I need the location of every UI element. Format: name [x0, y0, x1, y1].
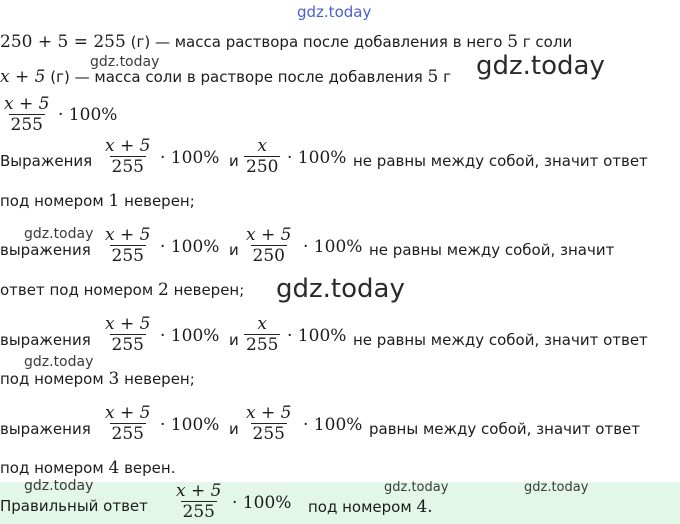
line1-text: — масса раствора после добавления в него	[150, 33, 508, 51]
fraction-numerator: x + 5	[4, 94, 50, 114]
option1-times-1: · 100%	[160, 148, 220, 168]
option4-times-1: · 100%	[160, 415, 220, 435]
option4-lead: выражения	[0, 420, 91, 438]
option1-and: и	[229, 152, 239, 170]
option1-lead: Выражения	[0, 152, 93, 170]
option4-and: и	[229, 420, 239, 438]
option2-lead: выражения	[0, 241, 91, 259]
watermark-7: gdz.today	[384, 480, 449, 495]
option3-times-1: · 100%	[160, 326, 220, 346]
times-percent: · 100%	[58, 105, 118, 125]
option3-lead: выражения	[0, 331, 91, 349]
line2-tail: г	[438, 68, 452, 86]
option1-fraction-2: $\frac{x}{250}$	[246, 136, 279, 177]
option2-fraction-2: $\frac{x + 5}{250}$	[246, 225, 292, 266]
option3-fraction-2: $\frac{x}{255}$	[246, 314, 279, 355]
unit-grams-2: (г)	[50, 68, 70, 86]
option3-text: не равны между собой, значит ответ	[353, 331, 648, 349]
watermark-6: gdz.today	[24, 478, 94, 494]
option2-conclusion: ответ под номером 2 неверен;	[0, 280, 245, 300]
option3-fraction-1: $\frac{x + 5}{255}$	[105, 314, 151, 355]
line1-num: 5	[507, 32, 519, 52]
watermark-4: gdz.today	[276, 274, 405, 304]
watermark-5: gdz.today	[24, 354, 94, 370]
line2-num: 5	[427, 67, 439, 87]
option1-text: не равны между собой, значит ответ	[353, 152, 648, 170]
option2-text: не равны между собой, значит	[369, 241, 615, 259]
answer-conclusion: под номером 4.	[308, 497, 433, 517]
option4-conclusion: под номером 4 верен.	[0, 458, 176, 478]
watermark-3: gdz.today	[24, 226, 94, 242]
option2-times-2: · 100%	[303, 237, 363, 257]
expr-solution-mass: 250 + 5 = 255	[0, 32, 126, 52]
answer-lead: Правильный ответ	[0, 497, 148, 515]
unit-grams: (г)	[130, 33, 151, 51]
option1-fraction-1: $\frac{x + 5}{255}$	[105, 136, 151, 177]
watermark-2: gdz.today	[476, 51, 605, 81]
line-salt-mass	[0, 67, 451, 87]
answer-times: · 100%	[232, 493, 292, 513]
watermark-1: gdz.today	[90, 54, 160, 70]
watermark-top: gdz.today	[297, 3, 372, 21]
option4-fraction-1: $\frac{x + 5}{255}$	[105, 403, 151, 444]
watermark-8: gdz.today	[524, 480, 589, 495]
fraction-denominator: 255	[10, 115, 43, 135]
line1-tail: г соли	[518, 33, 573, 51]
option1-conclusion: под номером 1 неверен;	[0, 191, 195, 211]
option4-fraction-2: $\frac{x + 5}{255}$	[246, 403, 292, 444]
option3-and: и	[229, 331, 239, 349]
option4-text: равны между собой, значит ответ	[369, 420, 640, 438]
option4-times-2: · 100%	[303, 415, 363, 435]
option3-conclusion: под номером 3 неверен;	[0, 369, 195, 389]
option2-fraction-1: $\frac{x + 5}{255}$	[105, 225, 151, 266]
option2-and: и	[229, 241, 239, 259]
line-solution-mass	[0, 32, 572, 52]
option3-times-2: · 100%	[287, 326, 347, 346]
answer-fraction: $\frac{x + 5}{255}$	[176, 481, 222, 522]
option1-times-2: · 100%	[287, 148, 347, 168]
fraction-concentration	[2, 94, 51, 135]
expr-salt-mass: x + 5	[0, 67, 46, 87]
option2-times-1: · 100%	[160, 237, 220, 257]
line2-text: — масса соли в растворе после добавления	[69, 68, 428, 86]
